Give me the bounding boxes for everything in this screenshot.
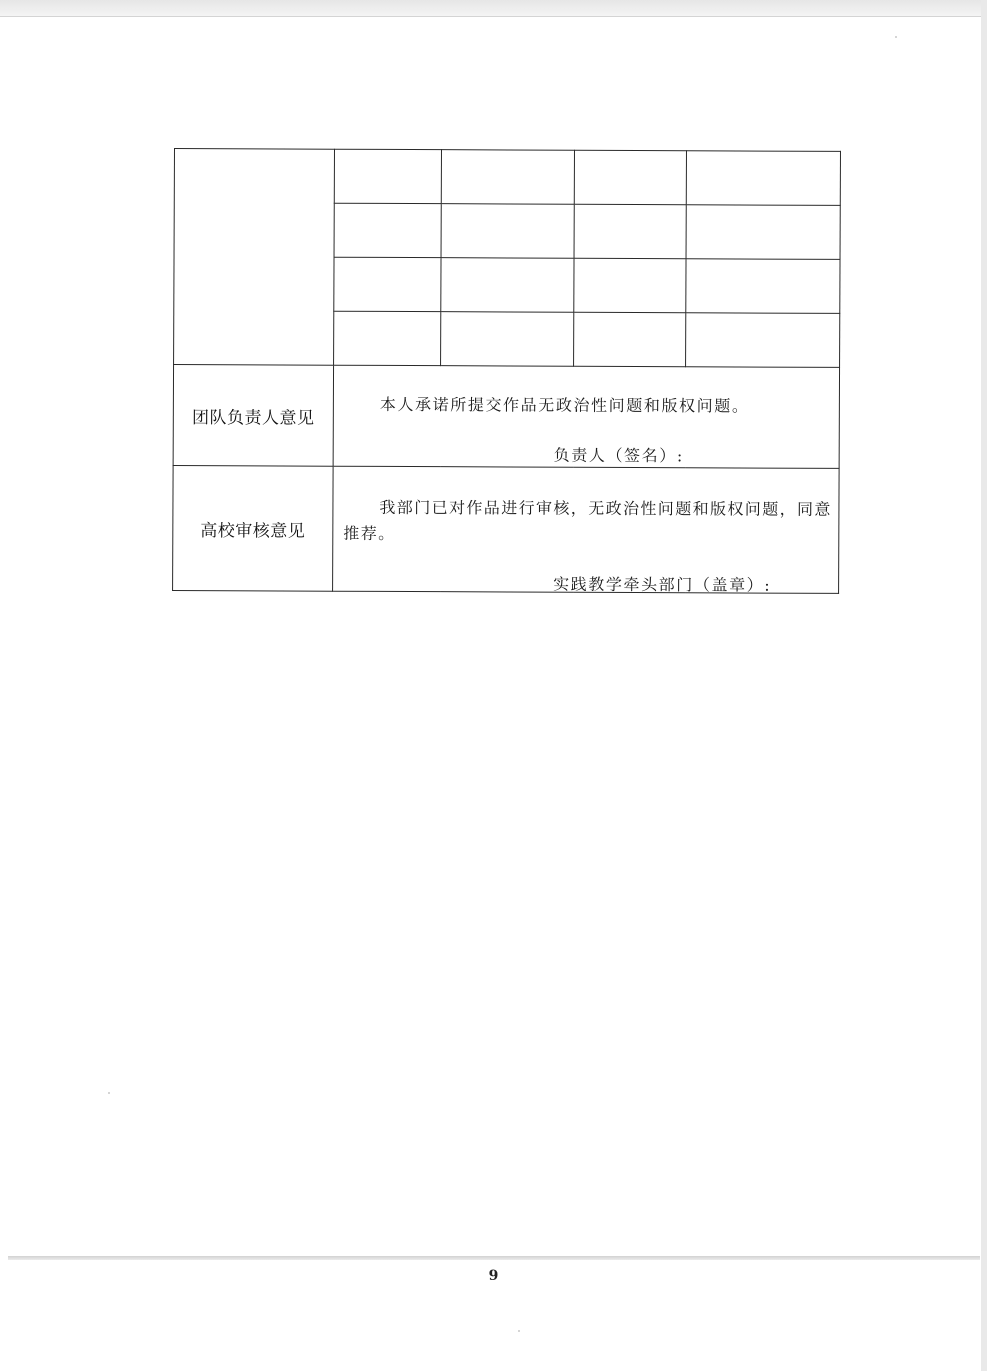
scan-speck	[895, 36, 897, 38]
member-cell[interactable]	[574, 150, 686, 204]
footer-divider	[8, 1256, 980, 1260]
university-review-cell[interactable]	[333, 466, 840, 593]
member-cell[interactable]	[334, 257, 441, 311]
member-cell[interactable]	[686, 151, 840, 206]
member-cell[interactable]	[441, 150, 574, 205]
university-review-label: 高校审核意见	[173, 465, 334, 591]
member-cell[interactable]	[334, 311, 441, 365]
leader-signature-label: 负责人（签名）:	[553, 445, 684, 466]
member-cell[interactable]	[574, 258, 686, 312]
member-cell[interactable]	[334, 149, 441, 203]
member-cell[interactable]	[574, 204, 686, 258]
department-stamp-label: 实践教学牵头部门（盖章）:	[553, 574, 772, 595]
team-leader-opinion-label: 团队负责人意见	[173, 365, 333, 467]
team-leader-pledge-text: 本人承诺所提交作品无政治性问题和版权问题。	[379, 394, 750, 416]
member-cell[interactable]	[686, 259, 840, 314]
member-cell[interactable]	[441, 258, 574, 313]
member-cell[interactable]	[686, 313, 840, 368]
application-form-table	[172, 148, 841, 594]
member-cell[interactable]	[686, 205, 840, 260]
scan-right-edge	[981, 0, 987, 1371]
team-leader-opinion-row	[173, 365, 839, 469]
member-section-label-cell	[174, 149, 335, 366]
member-cell[interactable]	[441, 312, 574, 367]
scan-speck	[108, 1092, 110, 1094]
scan-top-edge	[0, 0, 987, 17]
member-row	[174, 149, 840, 206]
scan-speck	[518, 1330, 520, 1332]
university-review-row	[173, 465, 840, 593]
member-cell[interactable]	[441, 204, 574, 259]
team-leader-opinion-cell[interactable]	[333, 365, 839, 468]
member-cell[interactable]	[334, 203, 441, 257]
university-review-text: 我部门已对作品进行审核，无政治性问题和版权问题，同意推荐。	[343, 497, 832, 543]
page-number: 9	[488, 1268, 499, 1284]
member-cell[interactable]	[574, 312, 686, 366]
